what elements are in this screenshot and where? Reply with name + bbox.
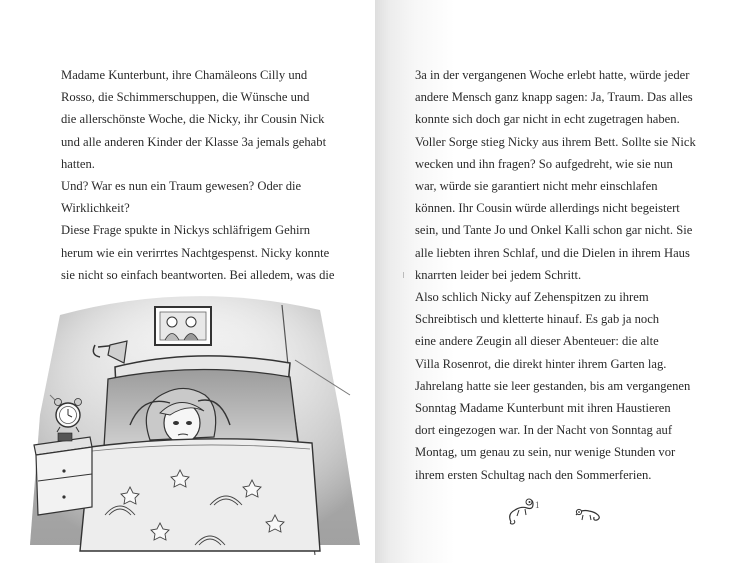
text-line: knarrten leider bei jedem Schritt.	[415, 267, 582, 282]
text-line: sie nicht so einfach beantworten. Bei alledem, was die	[61, 267, 335, 282]
text-line: Diese Frage spukte in Nickys schläfrigem Gehirn	[61, 223, 311, 238]
text-line: Villa Rosenrot, die direkt hinter ihrem Garten lag.	[415, 356, 667, 371]
left-page-text	[61, 64, 336, 286]
text-line: Madame Kunterbunt, ihre Chamäleons Cilly und	[61, 68, 308, 82]
text-line: 3a in der vergangenen Woche erlebt hatte, würde jeder	[415, 68, 690, 82]
text-line: und alle anderen Kinder der Klasse 3a jemals gehabt	[61, 134, 327, 149]
text-line: eine andere Zeugin all dieser Abenteuer: die alte	[415, 334, 659, 349]
text-line: die allerschönste Woche, die Nicky, ihr Cousin Nick	[61, 112, 325, 127]
text-line: alle liebten ihren Schlaf, und die Dielen in ihrem Haus	[415, 245, 690, 260]
text-line: dort eingezogen war. In der Nacht von Sonntag auf	[415, 423, 673, 438]
page-number: 1	[535, 500, 540, 510]
text-line: andere Mensch ganz knapp sagen: Ja, Traum. Das alles	[415, 90, 693, 105]
text-line: Jahrelang hatte sie leer gestanden, bis am vergangenen	[415, 378, 691, 393]
right-page-text	[415, 64, 715, 486]
nightstand	[34, 433, 92, 515]
text-line: Schreibtisch und kletterte hinauf. Es gab ja noch	[415, 312, 660, 327]
text-line: können. Ihr Cousin würde allerdings nicht begeistert	[415, 201, 680, 216]
text-line: Und? War es nun ein Traum gewesen? Oder die	[61, 179, 302, 194]
text-line: wecken und ihn fragen? So aufgedreht, wie sie nun	[415, 156, 673, 171]
chameleon-icon	[505, 496, 539, 526]
text-line: ihrem ersten Schultag nach den Sommerferien.	[415, 467, 652, 482]
chameleon-icon	[573, 503, 603, 523]
text-line: war, würde sie garantiert nicht mehr einschlafen	[415, 179, 658, 194]
margin-mark	[403, 272, 404, 278]
text-line: Wirklichkeit?	[61, 201, 130, 216]
text-line: konnte sich doch gar nicht in echt zugetragen haben.	[415, 112, 680, 127]
bedroom-illustration	[20, 275, 365, 555]
text-line: sein, und Tante Jo und Onkel Kalli schon gar nicht. Sie	[415, 223, 693, 238]
text-line: Sonntag Madame Kunterbunt mit ihren Haustieren	[415, 401, 671, 416]
blanket	[80, 439, 320, 551]
text-line: herum wie ein verirrtes Nachtgespenst. Nicky konnte	[61, 245, 330, 260]
text-line: Montag, um genau zu sein, nur wenige Stunden vor	[415, 445, 676, 460]
right-page	[375, 0, 750, 563]
text-line: hatten.	[61, 156, 95, 171]
text-line: Rosso, die Schimmerschuppen, die Wünsche und	[61, 90, 310, 105]
text-line: Also schlich Nicky auf Zehenspitzen zu ihrem	[415, 290, 649, 305]
framed-photo	[155, 307, 211, 345]
text-line: Voller Sorge stieg Nicky aus ihrem Bett. Sollte sie Nick	[415, 134, 696, 149]
